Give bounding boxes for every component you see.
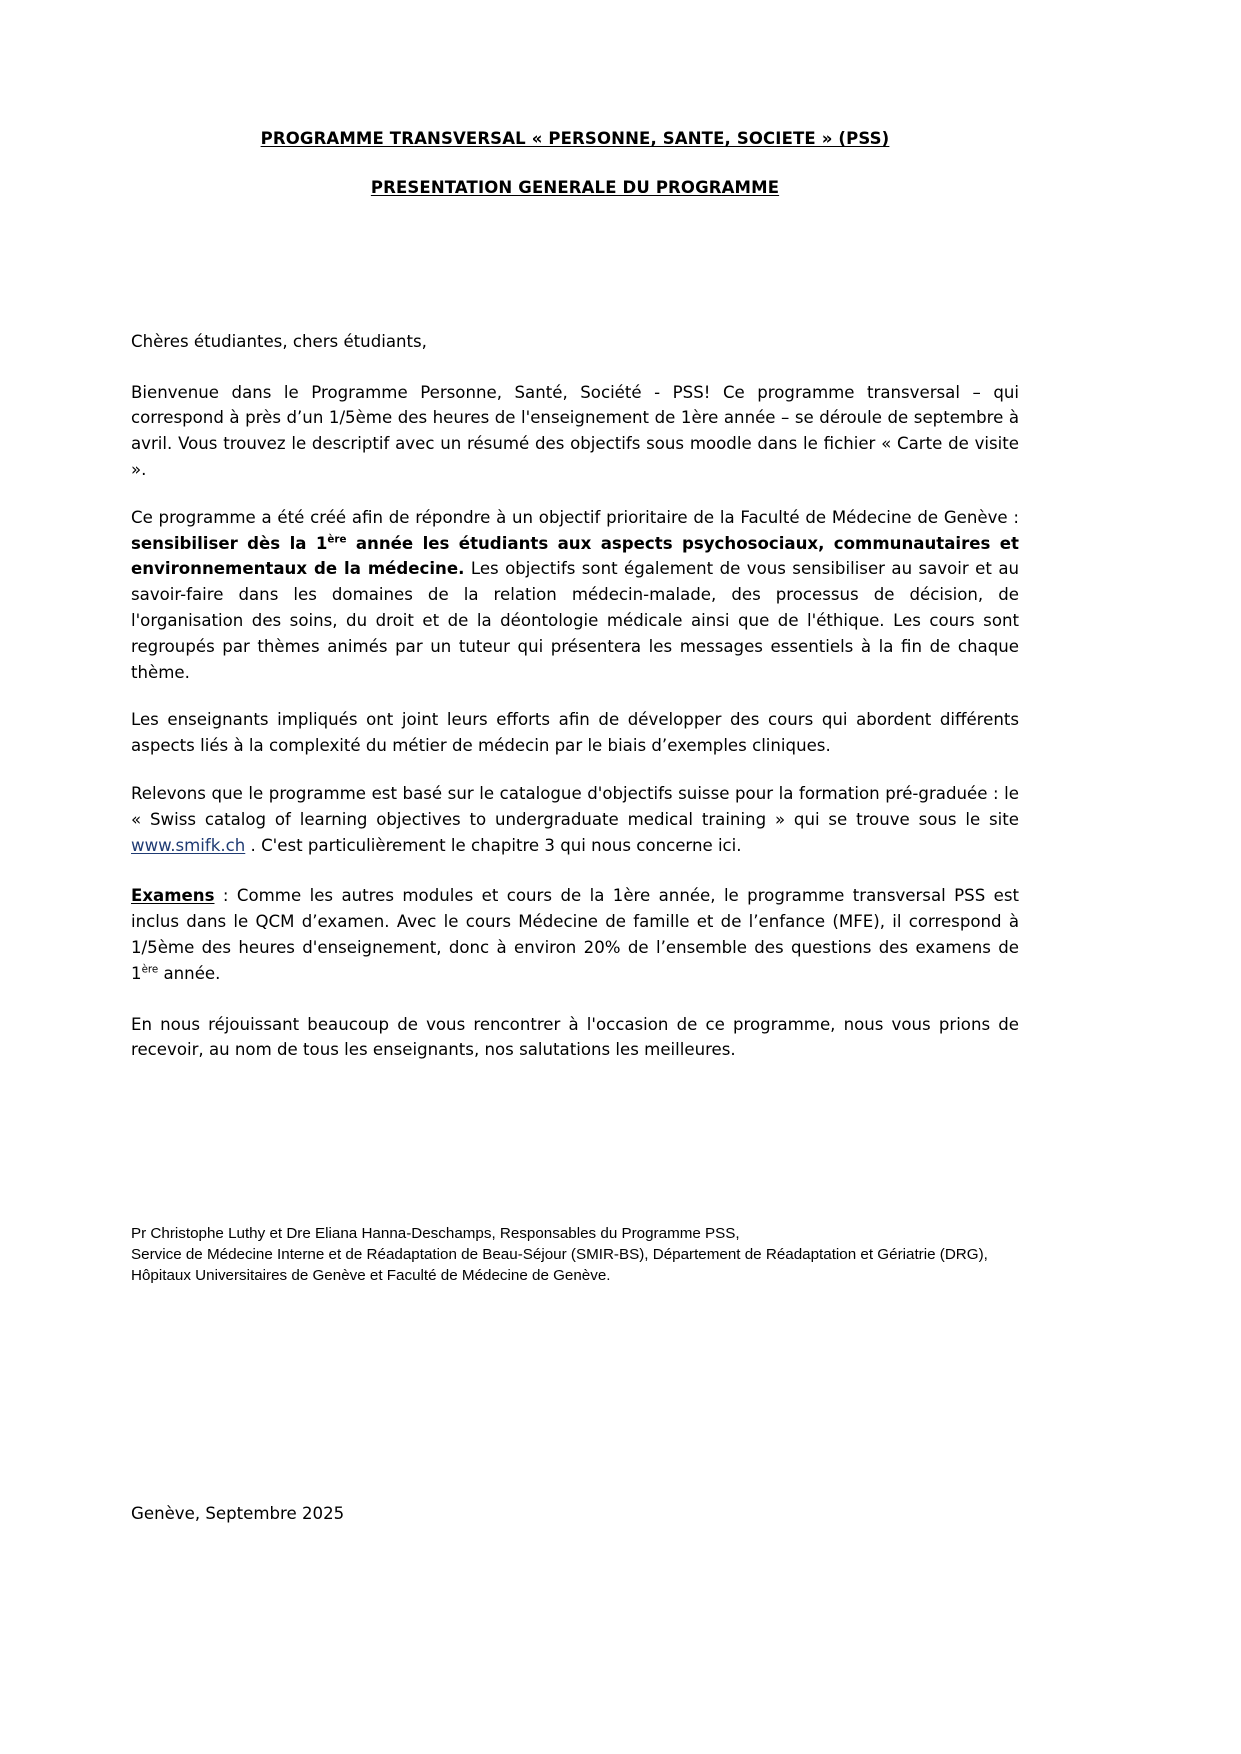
paragraph-catalog bbox=[131, 781, 1019, 858]
document-content bbox=[131, 0, 1019, 1526]
paragraph-catalog-tail: . C'est particulièrement le chapitre 3 qui nous concerne ici. bbox=[245, 835, 742, 855]
paragraph-exams-body-a: : Comme les autres modules et cours de la 1ère année, le programme transversal PSS est inclus dans le QCM d’examen. Avec le cours Médecine de famille et de l’enfance (MFE), il correspond à 1/5ème des heures d'enseignement, donc à environ 20% de l’ensemble des questions des examens de 1 bbox=[131, 886, 1019, 983]
paragraph-objectives-bold-b: année les étudiants aux aspects psychosociaux, communautaires et environnementaux de la médecine. bbox=[131, 533, 1019, 579]
document-title-line-1 bbox=[131, 129, 1019, 149]
paragraph-closing: En nous réjouissant beaucoup de vous rencontrer à l'occasion de ce programme, nous vous prions de recevoir, au nom de tous les enseignants, nos salutations les meilleures. bbox=[131, 1014, 1019, 1060]
paragraph-objectives bbox=[131, 505, 1019, 686]
signature-block bbox=[131, 1223, 1019, 1286]
paragraph-exams bbox=[131, 883, 1019, 986]
document-subtitle-block bbox=[131, 149, 1019, 197]
signature-line-1: Pr Christophe Luthy et Dre Eliana Hanna-Deschamps, Responsables du Programme PSS, bbox=[131, 1225, 740, 1243]
document-title-line-2: PRESENTATION GENERALE DU PROGRAMME bbox=[370, 177, 780, 197]
paragraph-objectives-lead: Ce programme a été créé afin de répondre à un objectif prioritaire de la Faculté de Médecine de Genève : bbox=[131, 507, 1019, 527]
paragraph-objectives-tail: Les objectifs sont également de vous sensibiliser au savoir et au savoir-faire dans les domaines de la relation médecin-malade, des processus de décision, de l'organisation des soins, du droit et de la déontologie médicale ainsi que de l'éthique. Les cours sont regroupés par thèmes animés par un tuteur qui présentera les messages essentiels à la fin de chaque thème. bbox=[131, 559, 1020, 682]
document-title-block bbox=[131, 0, 1019, 149]
footer-date: Genève, Septembre 2025 bbox=[131, 1504, 345, 1524]
document-title-line-1-text: PROGRAMME TRANSVERSAL « PERSONNE, SANTE, SOCIETE » (PSS) bbox=[260, 129, 890, 148]
paragraph-exams-body-b: année. bbox=[158, 963, 221, 983]
paragraph-objectives-bold-a: sensibiliser dès la 1 bbox=[131, 533, 328, 553]
salutation-paragraph: Chères étudiantes, chers étudiants, bbox=[131, 331, 427, 351]
paragraph-welcome: Bienvenue dans le Programme Personne, Santé, Société - PSS! Ce programme transversal – qui correspond à près d’un 1/5ème des heures de l'enseignement de 1ère année – se déroule de septembre à avril. Vous trouvez le descriptif avec un résumé des objectifs sous moodle dans le fichier « Carte de visite ». bbox=[131, 382, 1019, 479]
paragraph-teachers: Les enseignants impliqués ont joint leurs efforts afin de développer des cours qui abordent différents aspects liés à la complexité du métier de médecin par le biais d’exemples cliniques. bbox=[131, 710, 1019, 756]
ordinal-suffix-ere: ère bbox=[141, 963, 159, 976]
ordinal-suffix-ere: ère bbox=[327, 533, 347, 546]
smifk-website-link[interactable]: www.smifk.ch bbox=[131, 835, 246, 855]
paragraph-catalog-lead: Relevons que le programme est basé sur le catalogue d'objectifs suisse pour la formation pré-graduée : le « Swiss catalog of learning objectives to undergraduate medical training » qui se trouve sous le site bbox=[131, 783, 1019, 829]
signature-line-2: Service de Médecine Interne et de Réadaptation de Beau-Séjour (SMIR-BS), Département de Réadaptation et Gériatrie (DRG), Hôpitaux Universitaires de Genève et Faculté de Médecine de Genève. bbox=[131, 1246, 988, 1285]
exams-heading: Examens bbox=[131, 886, 215, 906]
